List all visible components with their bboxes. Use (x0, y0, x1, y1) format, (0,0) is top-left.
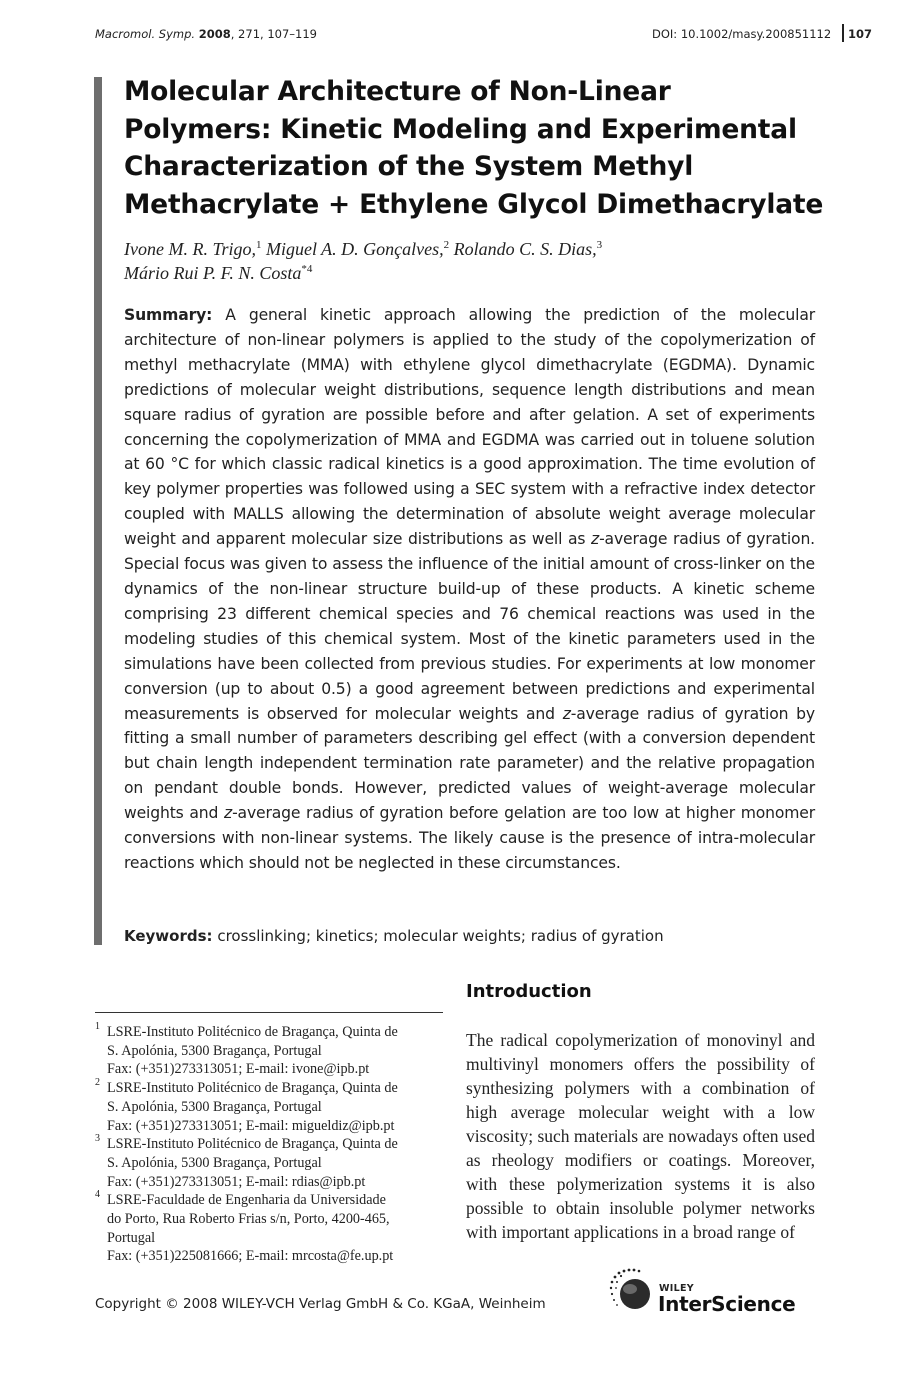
footnote-divider (95, 1012, 443, 1013)
keywords (124, 926, 815, 946)
footnote: 1 LSRE-Instituto Politécnico de Bragança, Quinta de S. Apolónia, 5300 Bragança, Portugal Fax: (+351)273313051; E-mail: ivone@ipb.pt (95, 1021, 398, 1078)
author-affiliation-sup: 3 (596, 239, 603, 251)
footnote: 2 LSRE-Instituto Politécnico de Bragança, Quinta de S. Apolónia, 5300 Bragança, Portugal Fax: (+351)273313051; E-mail: migueldiz@ipb.pt (95, 1077, 398, 1134)
running-head (95, 27, 317, 41)
author[interactable]: Ivone M. R. Trigo,$^1$ (124, 239, 262, 259)
footnotes (95, 1023, 443, 1266)
copyright-notice: Copyright © 2008 WILEY-VCH Verlag GmbH & Co. KGaA, Weinheim (95, 1296, 546, 1312)
author-affiliation-sup: 2 (443, 239, 450, 251)
footnote-number: 2 (95, 1077, 100, 1089)
author[interactable]: Rolando C. S. Dias,$^3$ (453, 239, 603, 259)
doi[interactable]: DOI: 10.1002/masy.200851112 (652, 27, 832, 41)
abstract-side-bar (94, 77, 102, 945)
footnote: 4 LSRE-Faculdade de Engenharia da Universidade do Porto, Rua Roberto Frias s/n, Porto, 4200-465, Portugal Fax: (+351)225081666; E-mail: mrcosta@fe.up.pt (95, 1189, 394, 1265)
keywords-text: crosslinking; kinetics; molecular weights; radius of gyration (217, 927, 664, 945)
journal-volume-pages: , 271, 107–119 (230, 27, 317, 41)
footnote-number: 4 (95, 1189, 100, 1201)
introduction-text: The radical copolymerization of monovinyl and multivinyl monomers offers the possibility of synthesizing polymers with a combination of high average molecular weight with a low viscosity; such materials are nowadays often used as rheology modifiers or coatings. Moreover, with these polymerization systems it is also possible to obtain insoluble polymer networks with important applications in a broad range of (466, 1030, 815, 1242)
footnote: 3 LSRE-Instituto Politécnico de Bragança, Quinta de S. Apolónia, 5300 Bragança, Portugal Fax: (+351)273313051; E-mail: rdias@ipb.pt (95, 1133, 398, 1190)
author-affiliation-sup: 1 (256, 239, 262, 251)
page-number: 107 (848, 27, 873, 41)
journal-year: 2008 (198, 27, 231, 41)
author[interactable]: Miguel A. D. Gonçalves,$^2$ (266, 239, 450, 259)
article-title: Molecular Architecture of Non-Linear Polymers: Kinetic Modeling and Experimental Characterization of the System Methyl Methacrylate + Ethylene Glycol Dimethacrylate (124, 76, 824, 220)
author-corresponding[interactable]: Mário Rui P. F. N. Costa$^{*4}$ (124, 263, 313, 283)
keywords-label: Keywords: (124, 927, 213, 945)
wiley-interscience-logo[interactable] (609, 1267, 819, 1317)
interscience-globe-icon (609, 1267, 655, 1317)
footnote-number: 1 (95, 1021, 100, 1032)
author-affiliation-sup: *4 (301, 263, 313, 275)
section-heading-introduction: Introduction (466, 981, 592, 1002)
logo-brand: WILEY (659, 1283, 694, 1294)
abstract-label: Summary: (124, 306, 213, 324)
author-list (124, 237, 814, 285)
page-number-divider (842, 24, 844, 42)
abstract: Summary: A general kinetic approach allowing the prediction of the molecular architecture of non-linear polymers is applied to the study of the copolymerization of methyl methacrylate (MMA) with ethylene glycol dimethacrylate (EGDMA). Dynamic predictions of molecular weight distributions, sequence length distributions and mean square radius of gyration are possible before and after gelation. A set of experiments concerning the copolymerization of MMA and EGDMA was carried out in toluene solution at 60 °C for which classic radical kinetics is a good approximation. The time evolution of key polymer properties was followed using a SEC system with a refractive index detector coupled with MALLS allowing the determination of absolute weight average molecular weight and apparent molecular size distributions as well as z-average radius of gyration. Special focus was given to assess the influence of the initial amount of cross-linker on the dynamics of the non-linear structure build-up of these products. A kinetic scheme comprising 23 different chemical species and 76 chemical reactions was used in the modeling studies of this chemical system. Most of the kinetic parameters used in the simulations have been collected from previous studies. For experiments at low monomer conversion (up to about 0.5) a good agreement between predictions and experimental measurements is observed for molecular weights and z-average radius of gyration by fitting a small number of parameters describing gel effect (with a conversion dependent but chain length independent termination rate parameter) and the relative propagation on pendant double bonds. However, predicted values of weight-average molecular weights and z-average radius of gyration before gelation are too low at higher monomer conversions with non-linear systems. The likely cause is the presence of intra-molecular reactions which should not be neglected in these circumstances. (124, 306, 816, 872)
journal-name: Macromol. Symp. (95, 27, 196, 41)
footnote-number: 3 (95, 1133, 100, 1145)
logo-name: InterScience (658, 1292, 796, 1316)
